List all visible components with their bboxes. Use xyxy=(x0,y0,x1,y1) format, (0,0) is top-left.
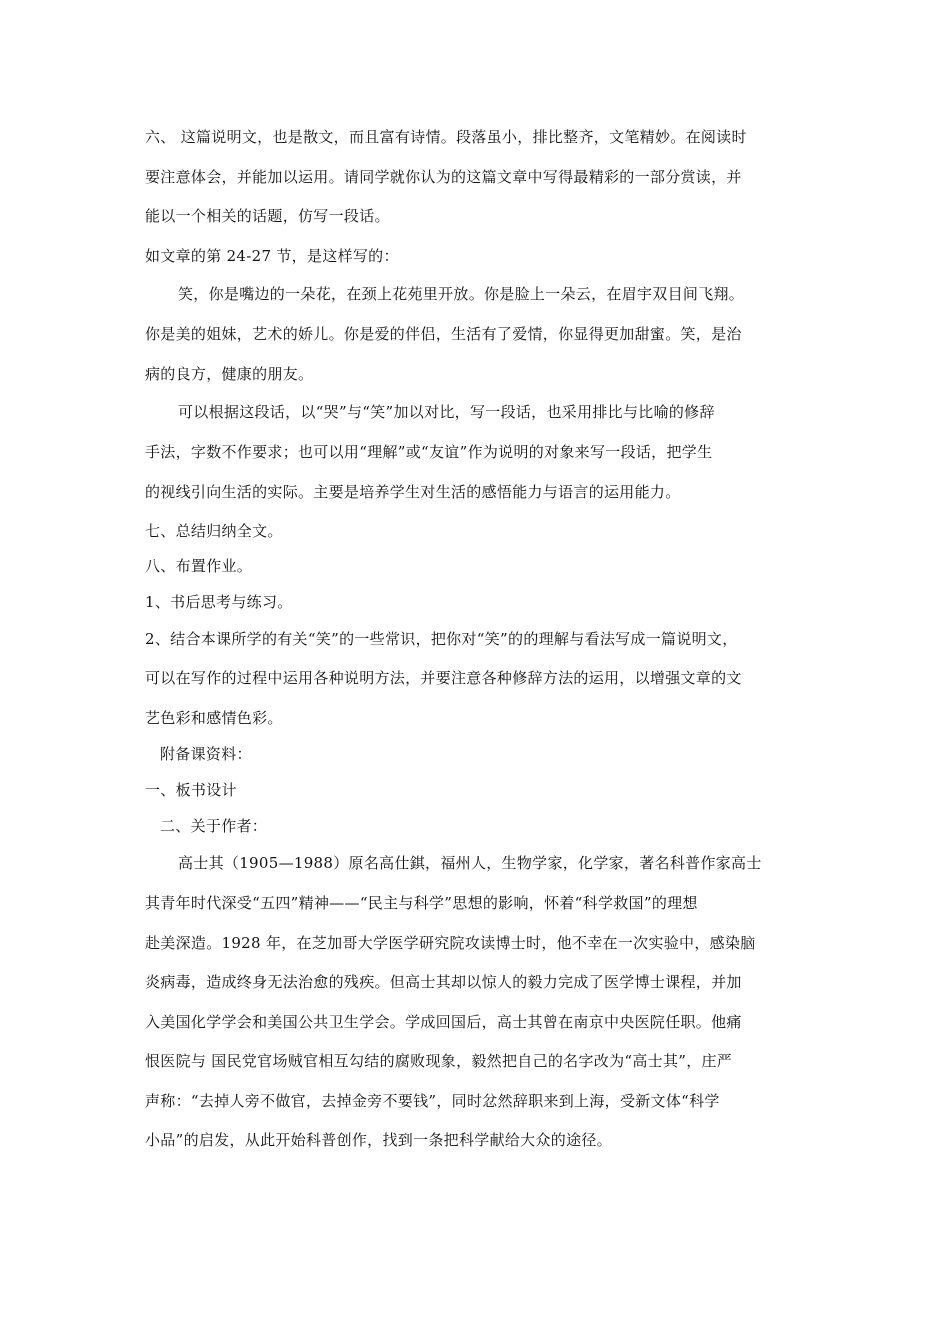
text-line: 艺色彩和感情色彩。 xyxy=(145,709,283,727)
text-line: 如文章的第 24-27 节，是这样写的： xyxy=(145,247,399,265)
text-line: 其青年时代深受“五四”精神——“民主与科学”思想的影响，怀着“科学救国”的理想 xyxy=(145,894,698,912)
text-line: 七、总结归纳全文。 xyxy=(145,522,283,540)
text-line: 可以在写作的过程中运用各种说明方法，并要注意各种修辞方法的运用，以增强文章的文 xyxy=(145,669,742,687)
text-line: 2、结合本课所学的有关“笑”的一些常识，把你对“笑”的的理解与看法写成一篇说明文， xyxy=(145,630,738,648)
text-line: 的视线引向生活的实际。主要是培养学生对生活的感悟能力与语言的运用能力。 xyxy=(145,483,681,501)
text-line: 你是美的姐妹，艺术的娇儿。你是爱的伴侣，生活有了爱情，你显得更加甜蜜。笑，是治 xyxy=(145,325,742,343)
text-line: 八、布置作业。 xyxy=(145,557,253,575)
text-line: 高士其（1905—1988）原名高仕錤，福州人，生物学家，化学家，著名科普作家高士 xyxy=(178,854,762,872)
text-line: 恨医院与 国民党官场贼官相互勾结的腐败现象，毅然把自己的名字改为“高士其”，庄严 xyxy=(145,1052,733,1070)
text-line: 小品”的启发，从此开始科普创作，找到一条把科学献给大众的途径。 xyxy=(145,1131,612,1149)
text-line: 手法，字数不作要求；也可以用“理解”或“友谊”作为说明的对象来写一段话，把学生 xyxy=(145,443,713,461)
text-line: 可以根据这段话，以“哭”与“笑”加以对比，写一段话，也采用排比与比喻的修辞 xyxy=(178,403,715,421)
text-line: 附备课资料： xyxy=(160,745,252,763)
text-line: 炎病毒，造成终身无法治愈的残疾。但高士其却以惊人的毅力完成了医学博士课程，并加 xyxy=(145,973,742,991)
text-line: 赴美深造。1928 年，在芝加哥大学医学研究院攻读博士时，他不幸在一次实验中，感染脑 xyxy=(145,934,756,952)
text-line: 一、板书设计 xyxy=(145,781,237,799)
text-line: 1、书后思考与练习。 xyxy=(145,593,293,611)
text-line: 声称：“去掉人旁不做官，去掉金旁不要钱”，同时忿然辞职来到上海，受新文体“科学 xyxy=(145,1092,720,1110)
text-line: 能以一个相关的话题，仿写一段话。 xyxy=(145,207,390,225)
text-line: 二、关于作者： xyxy=(160,817,268,835)
text-line: 入美国化学学会和美国公共卫生学会。学成回国后，高士其曾在南京中央医院任职。他痛 xyxy=(145,1013,742,1031)
text-line: 六、 这篇说明文，也是散文，而且富有诗情。段落虽小，排比整齐，文笔精妙。在阅读时 xyxy=(145,128,747,146)
text-line: 笑，你是嘴边的一朵花，在颈上花苑里开放。你是脸上一朵云，在眉宇双目间飞翔。 xyxy=(178,285,745,303)
text-line: 要注意体会，并能加以运用。请同学就你认为的这篇文章中写得最精彩的一部分赏读，并 xyxy=(145,168,742,186)
text-line: 病的良方，健康的朋友。 xyxy=(145,365,314,383)
